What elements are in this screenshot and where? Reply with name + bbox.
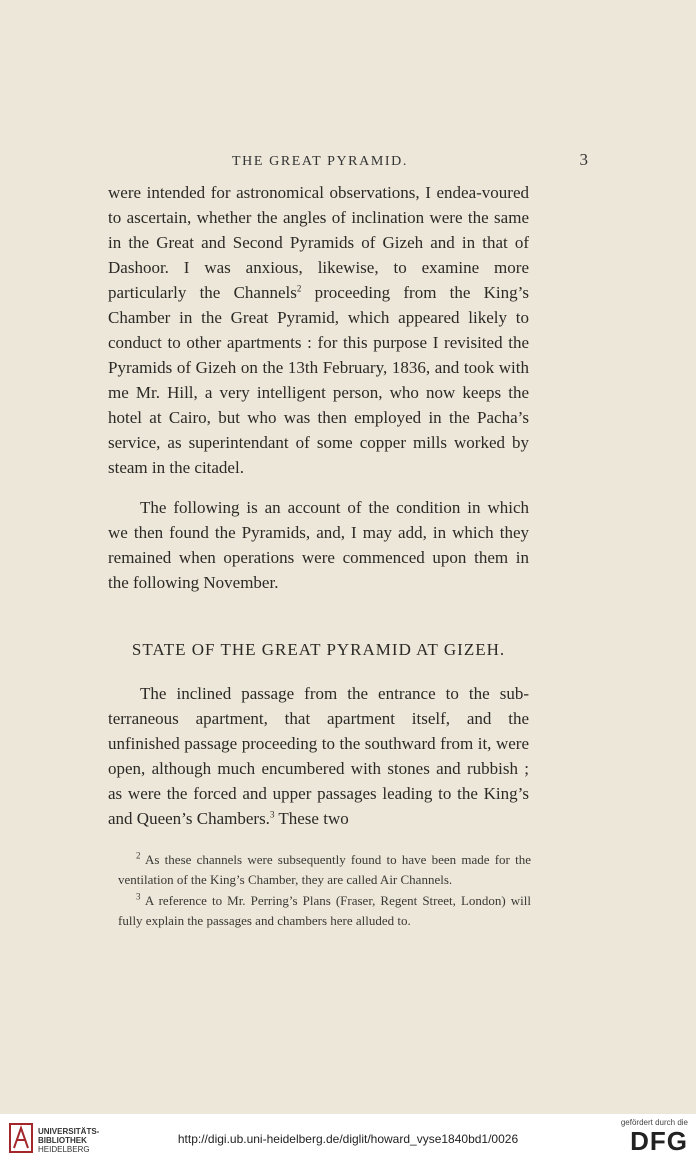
paragraph-3-continued: These two [274, 809, 349, 828]
footnote-2-text: As these channels were subsequently found to have been made for the ventilation of the King’s Chamber, they are called Air Channels. [118, 852, 531, 887]
paragraph-3 [108, 681, 529, 831]
footnote-3 [118, 891, 531, 931]
paragraph-1-continued: proceeding from the King’s Chamber in the Great Pyramid, which appeared likely to conduct to other apartments : for this purpose I revisited the Pyramids of Gizeh on the 13th February, 1836, and took with me Mr. Hill, a very intelligent person, who now keeps the hotel at Cairo, but who was then employed in the Pacha’s service, as superintendant of some copper mills worked by steam in the citadel. [108, 283, 529, 477]
footnote-ref-3[interactable]: 3 [269, 809, 275, 820]
viewer-footer [0, 1114, 696, 1165]
funder-name: DFG [630, 1126, 688, 1156]
footnote-mark-3: 3 [136, 891, 141, 902]
footnote-3-text: A reference to Mr. Perring’s Plans (Fraser, Regent Street, London) will fully explain the passages and chambers here alluded to. [118, 893, 531, 928]
page-header [108, 150, 588, 170]
paragraph-2: The following is an account of the condition in which we then found the Pyramids, and, I may add, in which they remained when operations were commenced upon them in the following November. [108, 498, 529, 592]
library-line-1: UNIVERSITÄTS- [38, 1127, 100, 1136]
footnote-ref-2[interactable]: 2 [296, 283, 302, 294]
page-number: 3 [579, 150, 588, 169]
footnote-2 [118, 850, 531, 890]
footnote-mark-2: 2 [136, 850, 141, 861]
permalink-url[interactable]: http://digi.ub.uni-heidelberg.de/diglit/howard_vyse1840bd1/0026 [177, 1132, 519, 1146]
section-heading: STATE OF THE GREAT PYRAMID AT GIZEH. [131, 640, 506, 659]
library-line-2: BIBLIOTHEK [38, 1136, 87, 1145]
funding-note: gefördert durch die [620, 1118, 688, 1127]
paragraph-1 [108, 180, 529, 480]
paragraph-1-text: were intended for astronomical observations, I endea-voured to ascertain, whether the angles of inclination were the same in the Great and Second Pyramids of Gizeh and in that of Dashoor. I was anxious, likewise, to examine more particularly the Channels [108, 183, 529, 302]
library-line-3: HEIDELBERG [38, 1145, 90, 1154]
paragraph-3-text: The inclined passage from the entrance to the sub-terraneous apartment, that apartment itself, and the unfinished passage proceeding to the southward from it, were open, although much encumbered with stones and rubbish ; as were the forced and upper passages leading to the King’s and Queen’s Chambers. [108, 684, 529, 828]
running-title: THE GREAT PYRAMID. [232, 154, 408, 169]
dfg-logo[interactable] [621, 1118, 688, 1155]
